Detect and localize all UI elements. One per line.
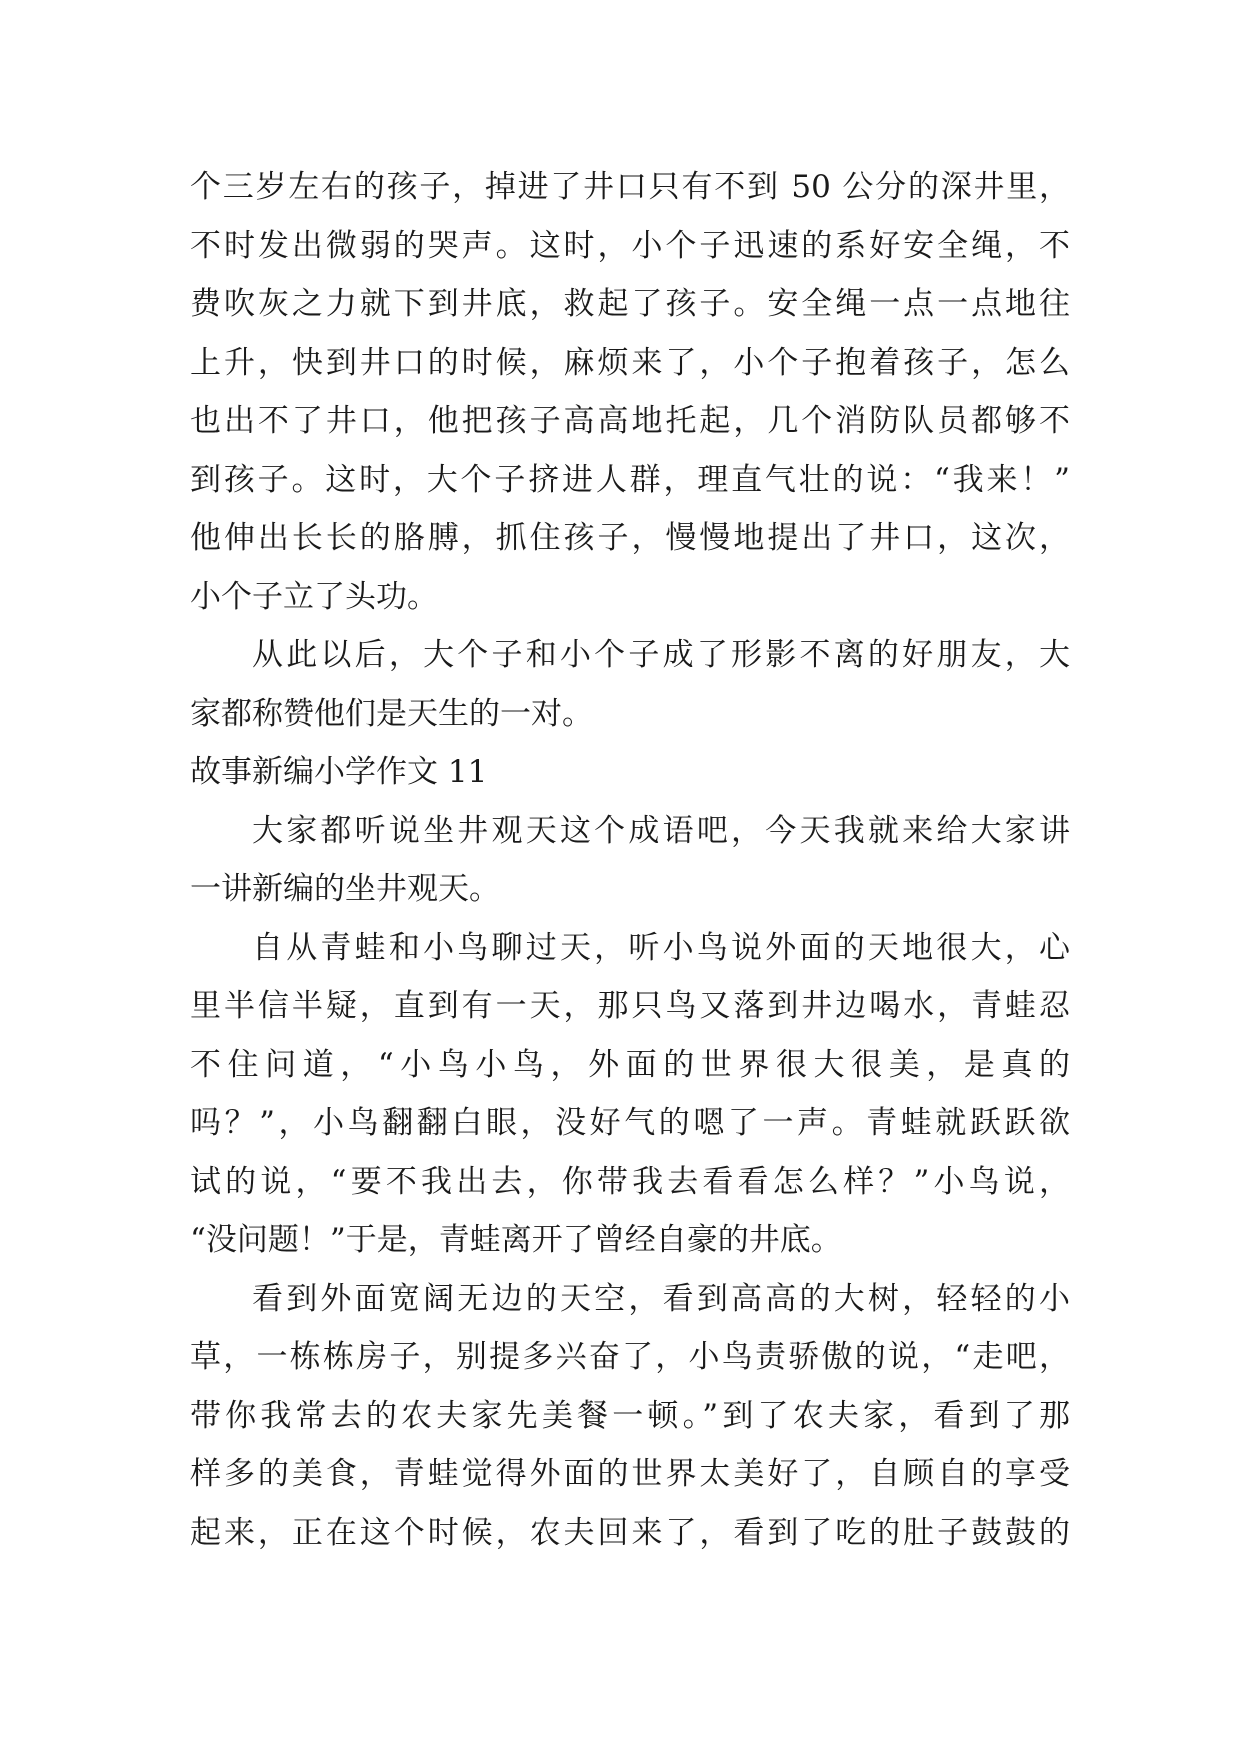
paragraph-line: 费吹灰之力就下到井底，救起了孩子。安全绳一点一点地往: [190, 286, 1070, 322]
paragraph-line: 带你我常去的农夫家先美餐一顿。”到了农夫家，看到了那: [190, 1397, 1070, 1434]
paragraph-line: 上升，快到井口的时候，麻烦来了，小个子抱着孩子，怎么: [190, 344, 1070, 381]
paragraph-line: 起来，正在这个时候，农夫回来了，看到了吃的肚子鼓鼓的: [190, 1514, 1070, 1551]
paragraph-line: 家都称赞他们是天生的一对。: [190, 695, 593, 732]
paragraph-line: 不住问道，“小鸟小鸟，外面的世界很大很美，是真的: [190, 1046, 1070, 1083]
paragraph-line: 一讲新编的坐井观天。: [190, 871, 500, 907]
paragraph-line: 他伸出长长的胳膊，抓住孩子，慢慢地提出了井口，这次，: [190, 520, 1070, 556]
paragraph-line: 试的说，“要不我出去，你带我去看看怎么样？”小鸟说，: [190, 1163, 1070, 1200]
paragraph-line: 也出不了井口，他把孩子高高地托起，几个消防队员都够不: [190, 403, 1070, 439]
paragraph-line: 看到外面宽阔无边的天空，看到高高的大树，轻轻的小: [252, 1280, 1070, 1317]
paragraph-line: 大家都听说坐井观天这个成语吧，今天我就来给大家讲: [252, 812, 1070, 849]
paragraph-line: “没问题！”于是，青蛙离开了曾经自豪的井底。: [190, 1222, 842, 1258]
section-heading: 故事新编小学作文 11: [190, 754, 488, 790]
paragraph-line: 自从青蛙和小鸟聊过天，听小鸟说外面的天地很大，心: [252, 929, 1070, 966]
paragraph-line: 吗？”，小鸟翻翻白眼，没好气的嗯了一声。青蛙就跃跃欲: [190, 1105, 1070, 1141]
document-body: [190, 158, 1070, 1562]
paragraph-line: 不时发出微弱的哭声。这时，小个子迅速的系好安全绳，不: [190, 227, 1070, 264]
paragraph-line: 到孩子。这时，大个子挤进人群，理直气壮的说：“我来！”: [190, 461, 1070, 498]
paragraph-line: 个三岁左右的孩子，掉进了井口只有不到 50 公分的深井里，: [190, 169, 1070, 205]
paragraph-line: 从此以后，大个子和小个子成了形影不离的好朋友，大: [252, 637, 1070, 673]
paragraph-line: 小个子立了头功。: [190, 578, 438, 615]
paragraph-line: 里半信半疑，直到有一天，那只鸟又落到井边喝水，青蛙忍: [190, 988, 1070, 1024]
paragraph-line: 草，一栋栋房子，别提多兴奋了，小鸟责骄傲的说，“走吧，: [190, 1339, 1070, 1375]
paragraph-line: 样多的美食，青蛙觉得外面的世界太美好了，自顾自的享受: [190, 1456, 1070, 1492]
